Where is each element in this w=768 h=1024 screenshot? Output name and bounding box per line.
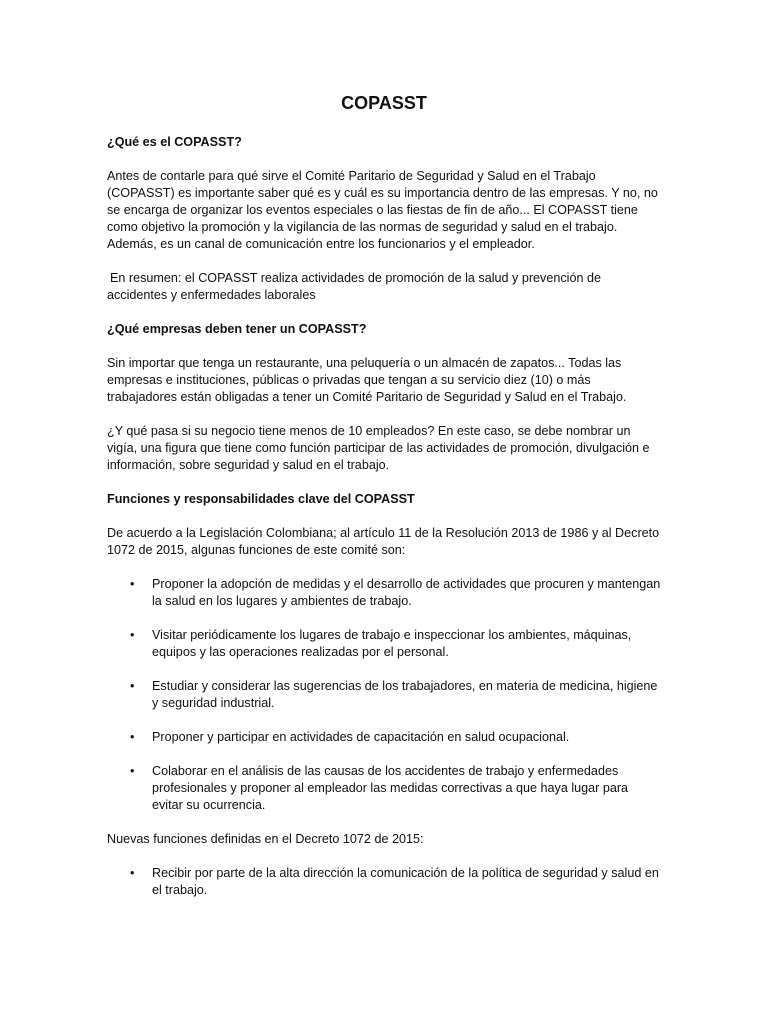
list-item (107, 576, 662, 610)
heading-what-is: ¿Qué es el COPASST? (107, 135, 242, 149)
bullet-icon: • (130, 866, 135, 880)
bullet-icon: • (130, 730, 135, 744)
list-item-text: Estudiar y considerar las sugerencias de los trabajadores, en materia de medicina, higiene y seguridad industrial. (152, 679, 658, 710)
heading-which-companies: ¿Qué empresas deben tener un COPASST? (107, 322, 367, 336)
bullet-icon: • (130, 628, 135, 642)
list-item (107, 627, 662, 661)
functions-list (107, 576, 662, 814)
list-item-text: Colaborar en el análisis de las causas de los accidentes de trabajo y enfermedades profesionales y proponer al empleador las medidas correctivas a que haya lugar para evitar su ocurrencia. (152, 764, 629, 812)
paragraph-companies: Sin importar que tenga un restaurante, una peluquería o un almacén de zapatos... Todas las empresas e instituciones, públicas o privadas que tengan a su servicio diez (10) o más trabajadores están obligadas a tener un Comité Paritario de Seguridad y Salud en el Trabajo. (107, 356, 627, 404)
document-body (107, 134, 662, 916)
list-item (107, 763, 662, 814)
list-item-text: Recibir por parte de la alta dirección la comunicación de la política de seguridad y salud en el trabajo. (152, 866, 659, 897)
list-item (107, 729, 662, 746)
bullet-icon: • (130, 679, 135, 693)
list-item (107, 678, 662, 712)
new-functions-list (107, 865, 662, 899)
paragraph-summary: En resumen: el COPASST realiza actividades de promoción de la salud y prevención de accidentes y enfermedades laborales (107, 271, 601, 302)
list-item-text: Proponer y participar en actividades de capacitación en salud ocupacional. (152, 730, 570, 744)
heading-functions: Funciones y responsabilidades clave del COPASST (107, 492, 415, 506)
list-item (107, 865, 662, 899)
paragraph-small-business: ¿Y qué pasa si su negocio tiene menos de 10 empleados? En este caso, se debe nombrar un vigía, una figura que tiene como función participar de las actividades de promoción, divulgación e información, sobre seguridad y salud en el trabajo. (107, 424, 650, 472)
bullet-icon: • (130, 577, 135, 591)
document-title: COPASST (341, 93, 427, 113)
list-item-text: Proponer la adopción de medidas y el desarrollo de actividades que procuren y mantengan la salud en los lugares y ambientes de trabajo. (152, 577, 661, 608)
bullet-icon: • (130, 764, 135, 778)
paragraph-intro: Antes de contarle para qué sirve el Comité Paritario de Seguridad y Salud en el Trabajo (COPASST) es importante saber qué es y cuál es su importancia dentro de las empresas. Y no, no se encarga de organizar los eventos especiales o las fiestas de fin de año... El COPASST tiene como objetivo la promoción y la vigilancia de las normas de seguridad y salud en el trabajo. Además, es un canal de comunicación entre los funcionarios y el empleador. (107, 169, 658, 251)
paragraph-new-functions: Nuevas funciones definidas en el Decreto 1072 de 2015: (107, 832, 424, 846)
list-item-text: Visitar periódicamente los lugares de trabajo e inspeccionar los ambientes, máquinas, equipos y las operaciones realizadas por el personal. (152, 628, 632, 659)
paragraph-legislation: De acuerdo a la Legislación Colombiana; al artículo 11 de la Resolución 2013 de 1986 y al Decreto 1072 de 2015, algunas funciones de este comité son: (107, 526, 660, 557)
